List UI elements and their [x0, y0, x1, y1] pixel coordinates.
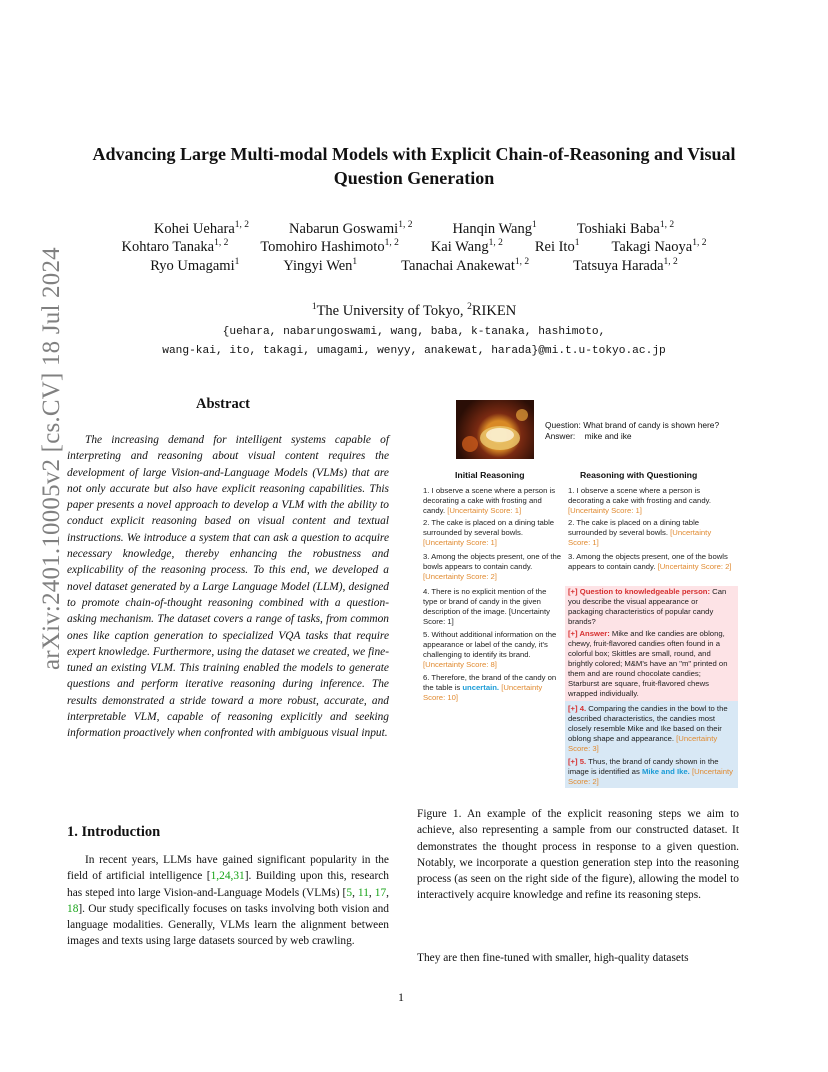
author-affiliation-mark: 1, 2 — [514, 257, 530, 267]
uncertainty-score: [Uncertainty Score: 1] — [447, 506, 522, 515]
uncertainty-score: [Uncertainty Score: 1] — [568, 528, 712, 547]
author-affiliation-mark: 1, 2 — [398, 220, 413, 230]
uncertainty-score: [Uncertainty Score: 2] — [423, 572, 497, 581]
paper-title: Advancing Large Multi-modal Models with Explicit Chain-of-Reasoning and Visual Question Generation — [92, 144, 736, 188]
refined-step-4 — [568, 704, 734, 754]
affiliations — [80, 302, 748, 320]
answer-label: Answer: — [545, 431, 576, 441]
author — [573, 257, 678, 275]
refined-step-5 — [568, 757, 734, 787]
author-affiliation-mark: 1, 2 — [214, 238, 229, 248]
right-column-paragraph: They are then fine-tuned with smaller, high-quality datasets — [417, 952, 689, 964]
introduction-paragraph: In recent years, LLMs have gained significant popularity in the field of artificial intelligence [1,24,31]. Building upon this, research has steped into large Vision-and-Language Models (VLMs) [5, 11, 17, 18]. Our study specifically focuses on tasks involving both vision and language modalities. Generally, VLMs learn the alignment between images and texts using large datasets sourced by web crawling. — [67, 854, 389, 948]
author — [452, 220, 536, 238]
affiliation-mark: 2 — [467, 302, 472, 312]
answer-tag: [+] Answer: — [568, 629, 610, 638]
email-line-1: {uehara, nabarungoswami, wang, baba, k-tanaka, hashimoto, — [222, 326, 606, 338]
answer-body: Mike and Ike candies are oblong, chewy, fruit-flavored candies often found in a colorful box; Skittles are small, round, and brightly colored; M&M's have an "m" printed on them and are round chocolate candies; Starburst are square, fruit-flavored chews wrapped individually. — [568, 629, 728, 698]
photo-illustration — [456, 400, 534, 459]
paragraph-text: ]. Building upon this, research has steped into large Vision-and-Language Models (VLMs) [ — [67, 870, 389, 899]
uncertainty-score: [Uncertainty Score: 8] — [423, 660, 497, 669]
author-affiliation-mark: 1 — [234, 257, 240, 267]
citation-link[interactable]: 11 — [357, 886, 369, 899]
author — [260, 238, 399, 256]
step-text: 4. There is no explicit mention of the type or brand of candy in the given description of the image. — [423, 587, 547, 616]
uncertainty-score: [Uncertainty Score: 1] — [423, 538, 497, 547]
questioning-step — [568, 552, 734, 572]
citation-link[interactable]: 1,24,31 — [210, 870, 245, 883]
initial-step — [423, 486, 563, 516]
answer-highlight: Mike and Ike. — [641, 767, 690, 776]
step-text: 5. Without additional information on the appearance or label of the candy, it's challenging to identify its brand. — [423, 630, 557, 659]
author-name: Takagi Naoya — [611, 238, 693, 255]
author — [289, 220, 412, 238]
author-name: Rei Ito — [534, 238, 575, 255]
question-text: What brand of candy is shown here? — [583, 420, 720, 430]
author-row-1 — [70, 220, 758, 238]
question-tag: [+] Question to knowledgeable person: — [568, 587, 711, 596]
question-body: Can you describe the visual appearance or packaging characteristics of popular candy brands? — [568, 587, 727, 626]
author-name: Tomohiro Hashimoto — [260, 238, 385, 255]
step-text: 2. The cake is placed on a dining table surrounded by several bowls. — [423, 518, 555, 537]
citation-link[interactable]: 5 — [346, 886, 353, 899]
author — [401, 257, 529, 275]
author-affiliation-mark: 1, 2 — [384, 238, 399, 248]
cake-candy-photo — [456, 400, 534, 459]
affiliation-name: The University of Tokyo, — [316, 302, 468, 319]
figure-question-answer — [545, 420, 719, 442]
paragraph-text: ]. Our study specifically focuses on tasks involving both vision and language modalities. Generally, VLMs learn the alignment between images and texts using large datasets sourced by web crawling. — [67, 902, 389, 948]
step-text: 3. Among the objects present, one of the bowls appears to contain candy. — [423, 552, 562, 571]
author-name: Tanachai Anakewat — [401, 257, 515, 274]
author — [283, 257, 357, 275]
abstract-heading: Abstract — [196, 396, 250, 412]
arxiv-identifier: arXiv:2401.10005v2 [cs.CV] 18 Jul 2024 — [38, 247, 65, 670]
citation-link[interactable]: 17 — [374, 886, 387, 899]
step-text: Thus, the brand of candy shown in the image is identified as — [568, 757, 719, 776]
step-text: 1. I observe a scene where a person is decorating a cake with frosting and candy. — [423, 486, 556, 515]
paragraph-text: In recent years, LLMs have gained significant popularity in the field of artificial intelligence [ — [67, 854, 389, 883]
reasoning-with-questioning-heading: Reasoning with Questioning — [580, 470, 698, 480]
author-affiliation-mark: 1, 2 — [659, 220, 675, 230]
initial-step — [423, 587, 563, 627]
initial-step — [423, 673, 563, 703]
author-name: Toshiaki Baba — [576, 220, 660, 237]
initial-step — [423, 630, 563, 670]
author — [122, 238, 229, 256]
initial-step — [423, 552, 563, 582]
uncertainty-score: [Uncertainty Score: 3] — [568, 734, 718, 753]
author-affiliation-mark: 1, 2 — [234, 220, 250, 230]
author-affiliation-mark: 1, 2 — [663, 257, 678, 267]
author-affiliation-mark: 1 — [574, 238, 580, 248]
affiliation-name: RIKEN — [471, 302, 517, 319]
author-affiliation-mark: 1 — [531, 220, 537, 230]
author-name: Tatsuya Harada — [573, 257, 664, 274]
step-text: 2. The cake is placed on a dining table surrounded by several bowls. — [568, 518, 700, 537]
step-text: 6. Therefore, the brand of the candy on the table is — [423, 673, 557, 692]
uncertain-highlight: uncertain. — [462, 683, 500, 692]
uncertainty-score: [Uncertainty Score: 1] — [568, 506, 642, 515]
initial-step — [423, 518, 563, 548]
uncertainty-score: [Uncertainty Score: 2] — [657, 562, 732, 571]
citation-link[interactable]: 18 — [67, 902, 79, 915]
author-name: Nabarun Goswami — [289, 220, 399, 237]
author-name: Kohei Uehara — [153, 220, 235, 237]
author — [150, 257, 239, 275]
author-affiliation-mark: 1 — [352, 257, 358, 267]
initial-reasoning-heading: Initial Reasoning — [455, 470, 525, 480]
email-line-2: wang-kai, ito, takagi, umagami, wenyy, anakewat, harada}@mi.t.u-tokyo.ac.jp — [162, 345, 666, 357]
author-name: Yingyi Wen — [283, 257, 353, 274]
author-name: Kohtaro Tanaka — [121, 238, 215, 255]
uncertainty-score: [Uncertainty Score: 1] — [423, 607, 550, 626]
author-name: Hanqin Wang — [452, 220, 532, 237]
added-step-tag: [+] 4. — [568, 704, 587, 713]
generated-question — [568, 587, 734, 627]
step-text: Comparing the candies in the bowl to the described characteristics, the candies most closely resemble Mike and Ike based on their oblong shape and appearance. — [568, 704, 728, 743]
question-label: Question: — [545, 420, 581, 430]
step-text: 3. Among the objects present, one of the bowls appears to contain candy. — [568, 552, 728, 571]
author-row-3 — [70, 257, 758, 275]
answer-text: mike and ike — [584, 431, 632, 441]
knowledge-answer — [568, 629, 734, 699]
figure-caption: Figure 1. An example of the explicit reasoning steps we aim to achieve, also representing a sample from our constructed dataset. It demonstrates the thought process in response to a given question. Notably, we incorporate a question generation step into the reasoning process (as seen on the right side of the figure), allowing the model to interactively acquire knowledge and refine its reasoning steps. — [417, 808, 739, 902]
step-text: 1. I observe a scene where a person is decorating a cake with frosting and candy. — [568, 486, 712, 505]
page-number: 1 — [398, 990, 404, 1004]
author-affiliation-mark: 1, 2 — [692, 238, 707, 248]
uncertainty-score: [Uncertainty Score: 10] — [423, 683, 543, 702]
questioning-step — [568, 518, 734, 548]
author — [611, 238, 706, 256]
abstract-body: The increasing demand for intelligent systems capable of interpreting and reasoning about visual content requires the development of large Vision-and-Language Models (VLMs) that are not only accurate but also have explicit reasoning capabilities. This paper presents a novel approach to develop a VLM with the ability to conduct explicit reasoning based on visual content and textual instructions. We introduce a system that can ask a question to acquire necessary knowledge, thereby enhancing the robustness and explicability of the reasoning process. To this end, we developed a novel dataset generated by a Large Language Model (LLM), designed to promote chain-of-thought reasoning combined with a question-asking mechanism. The dataset covers a range of tasks, from common ones like caption generation to specialized VQA tasks that require expert knowledge. Furthermore, using the dataset we created, we fine-tuned an existing VLM. This training enabled the models to generate questions and perform iterative reasoning during inference. The results demonstrated a stride toward a more robust, accurate, and interpretable VLM, capable of reasoning explicitly and seeking information proactively when confronted with ambiguous visual input. — [67, 434, 389, 740]
author — [154, 220, 249, 238]
author — [431, 238, 503, 256]
author — [535, 238, 580, 256]
author — [577, 220, 674, 238]
uncertainty-score: [Uncertainty Score: 2] — [568, 767, 733, 786]
questioning-step — [568, 486, 734, 516]
section-heading-introduction: 1. Introduction — [67, 824, 161, 840]
affiliation-mark: 1 — [311, 302, 317, 312]
author-name: Kai Wang — [430, 238, 489, 255]
author-row-2 — [70, 238, 758, 256]
added-step-tag: [+] 5. — [568, 757, 587, 766]
author-affiliation-mark: 1, 2 — [488, 238, 503, 248]
author-name: Ryo Umagami — [150, 257, 235, 274]
